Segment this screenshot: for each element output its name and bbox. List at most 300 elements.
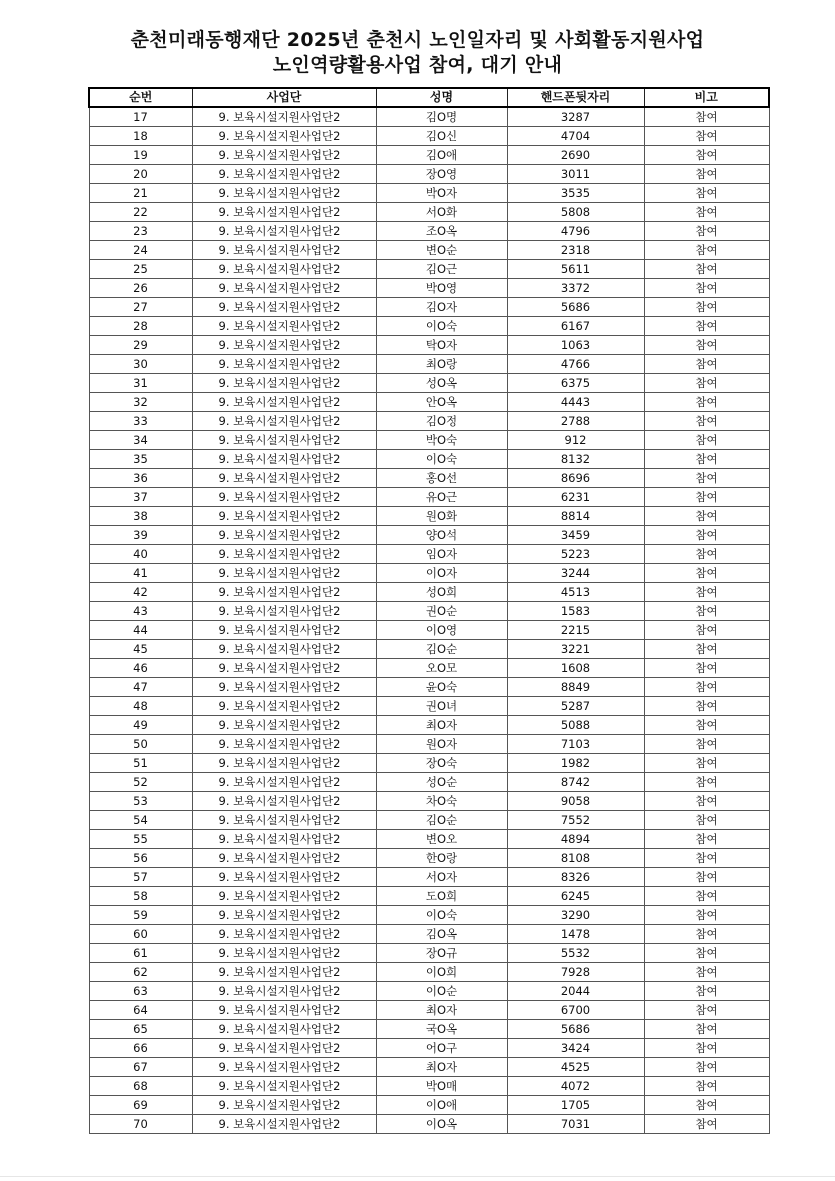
name-cell: 김O순: [376, 811, 507, 830]
name-cell: 이O순: [376, 982, 507, 1001]
phone-cell: 5532: [507, 944, 644, 963]
table-row: [89, 260, 769, 279]
group-cell: 9. 보육시설지원사업단2: [192, 982, 376, 1001]
phone-cell: 6231: [507, 488, 644, 507]
table-row: [89, 469, 769, 488]
phone-cell: 7552: [507, 811, 644, 830]
note-cell: 참여: [644, 241, 769, 260]
seq-cell: 62: [89, 963, 192, 982]
name-cell: 권O순: [376, 602, 507, 621]
group-cell: 9. 보육시설지원사업단2: [192, 678, 376, 697]
seq-cell: 20: [89, 165, 192, 184]
note-cell: 참여: [644, 887, 769, 906]
table-row: [89, 298, 769, 317]
phone-cell: 2690: [507, 146, 644, 165]
seq-cell: 37: [89, 488, 192, 507]
name-cell: 이O자: [376, 564, 507, 583]
group-cell: 9. 보육시설지원사업단2: [192, 469, 376, 488]
name-cell: 변O순: [376, 241, 507, 260]
group-cell: 9. 보육시설지원사업단2: [192, 545, 376, 564]
phone-cell: 1705: [507, 1096, 644, 1115]
phone-cell: 3287: [507, 107, 644, 127]
seq-cell: 28: [89, 317, 192, 336]
group-cell: 9. 보육시설지원사업단2: [192, 906, 376, 925]
seq-cell: 17: [89, 107, 192, 127]
seq-cell: 43: [89, 602, 192, 621]
seq-cell: 68: [89, 1077, 192, 1096]
group-cell: 9. 보육시설지원사업단2: [192, 107, 376, 127]
table-row: [89, 317, 769, 336]
group-cell: 9. 보육시설지원사업단2: [192, 754, 376, 773]
name-cell: 장O영: [376, 165, 507, 184]
phone-cell: 6375: [507, 374, 644, 393]
note-cell: 참여: [644, 1020, 769, 1039]
phone-cell: 4072: [507, 1077, 644, 1096]
phone-cell: 3290: [507, 906, 644, 925]
name-cell: 박O영: [376, 279, 507, 298]
table-row: [89, 545, 769, 564]
group-cell: 9. 보육시설지원사업단2: [192, 336, 376, 355]
name-cell: 이O옥: [376, 1115, 507, 1134]
seq-cell: 69: [89, 1096, 192, 1115]
group-cell: 9. 보육시설지원사업단2: [192, 203, 376, 222]
table-row: [89, 906, 769, 925]
name-cell: 양O석: [376, 526, 507, 545]
seq-cell: 19: [89, 146, 192, 165]
note-cell: 참여: [644, 982, 769, 1001]
note-cell: 참여: [644, 279, 769, 298]
phone-cell: 4894: [507, 830, 644, 849]
table-row: [89, 355, 769, 374]
group-cell: 9. 보육시설지원사업단2: [192, 431, 376, 450]
seq-cell: 38: [89, 507, 192, 526]
table-row: [89, 621, 769, 640]
phone-cell: 5223: [507, 545, 644, 564]
document-title: [0, 28, 835, 78]
phone-cell: 6245: [507, 887, 644, 906]
table-row: [89, 1039, 769, 1058]
group-cell: 9. 보육시설지원사업단2: [192, 526, 376, 545]
seq-cell: 63: [89, 982, 192, 1001]
table-row: [89, 716, 769, 735]
title-line-1: 춘천미래동행재단 2025년 춘천시 노인일자리 및 사회활동지원사업: [130, 29, 705, 51]
seq-cell: 18: [89, 127, 192, 146]
note-cell: 참여: [644, 507, 769, 526]
table-row: [89, 640, 769, 659]
name-cell: 박O숙: [376, 431, 507, 450]
table-row: [89, 507, 769, 526]
group-cell: 9. 보육시설지원사업단2: [192, 260, 376, 279]
phone-cell: 5686: [507, 298, 644, 317]
phone-cell: 6167: [507, 317, 644, 336]
note-cell: 참여: [644, 336, 769, 355]
group-cell: 9. 보육시설지원사업단2: [192, 735, 376, 754]
table-row: [89, 944, 769, 963]
phone-cell: 7928: [507, 963, 644, 982]
table-row: [89, 811, 769, 830]
note-cell: 참여: [644, 1039, 769, 1058]
name-cell: 김O신: [376, 127, 507, 146]
group-cell: 9. 보육시설지원사업단2: [192, 1115, 376, 1134]
name-cell: 성O옥: [376, 374, 507, 393]
group-cell: 9. 보육시설지원사업단2: [192, 564, 376, 583]
table-row: [89, 393, 769, 412]
table-body: [89, 107, 769, 1134]
table-row: [89, 165, 769, 184]
table-row: [89, 830, 769, 849]
table-row: [89, 127, 769, 146]
phone-cell: 8326: [507, 868, 644, 887]
table-row: [89, 488, 769, 507]
table-row: [89, 431, 769, 450]
name-cell: 김O옥: [376, 925, 507, 944]
note-cell: 참여: [644, 583, 769, 602]
note-cell: 참여: [644, 222, 769, 241]
phone-cell: 4796: [507, 222, 644, 241]
seq-cell: 31: [89, 374, 192, 393]
note-cell: 참여: [644, 355, 769, 374]
phone-cell: 3221: [507, 640, 644, 659]
name-cell: 최O자: [376, 1001, 507, 1020]
seq-cell: 55: [89, 830, 192, 849]
note-cell: 참여: [644, 317, 769, 336]
group-cell: 9. 보육시설지원사업단2: [192, 830, 376, 849]
name-cell: 어O구: [376, 1039, 507, 1058]
table-row: [89, 1058, 769, 1077]
table-row: [89, 1077, 769, 1096]
note-cell: 참여: [644, 203, 769, 222]
title-line-2: 노인역량활용사업 참여, 대기 안내: [272, 54, 563, 76]
table-row: [89, 678, 769, 697]
group-cell: 9. 보육시설지원사업단2: [192, 184, 376, 203]
table-row: [89, 564, 769, 583]
name-cell: 성O순: [376, 773, 507, 792]
note-cell: 참여: [644, 678, 769, 697]
seq-cell: 46: [89, 659, 192, 678]
name-cell: 최O자: [376, 1058, 507, 1077]
note-cell: 참여: [644, 374, 769, 393]
phone-cell: 8696: [507, 469, 644, 488]
table-row: [89, 868, 769, 887]
note-cell: 참여: [644, 393, 769, 412]
name-cell: 이O숙: [376, 317, 507, 336]
phone-cell: 2044: [507, 982, 644, 1001]
note-cell: 참여: [644, 811, 769, 830]
group-cell: 9. 보육시설지원사업단2: [192, 241, 376, 260]
note-cell: 참여: [644, 963, 769, 982]
group-cell: 9. 보육시설지원사업단2: [192, 716, 376, 735]
name-cell: 홍O선: [376, 469, 507, 488]
note-cell: 참여: [644, 127, 769, 146]
phone-cell: 8742: [507, 773, 644, 792]
phone-cell: 1608: [507, 659, 644, 678]
phone-cell: 1063: [507, 336, 644, 355]
group-cell: 9. 보육시설지원사업단2: [192, 1058, 376, 1077]
group-cell: 9. 보육시설지원사업단2: [192, 849, 376, 868]
note-cell: 참여: [644, 621, 769, 640]
group-cell: 9. 보육시설지원사업단2: [192, 621, 376, 640]
seq-cell: 66: [89, 1039, 192, 1058]
phone-cell: 7103: [507, 735, 644, 754]
seq-cell: 51: [89, 754, 192, 773]
note-cell: 참여: [644, 602, 769, 621]
group-cell: 9. 보육시설지원사업단2: [192, 1077, 376, 1096]
note-cell: 참여: [644, 184, 769, 203]
phone-cell: 1982: [507, 754, 644, 773]
phone-cell: 2318: [507, 241, 644, 260]
group-cell: 9. 보육시설지원사업단2: [192, 602, 376, 621]
name-cell: 김O근: [376, 260, 507, 279]
note-cell: 참여: [644, 260, 769, 279]
table-row: [89, 792, 769, 811]
seq-cell: 41: [89, 564, 192, 583]
group-cell: 9. 보육시설지원사업단2: [192, 507, 376, 526]
table-row: [89, 583, 769, 602]
phone-cell: 4704: [507, 127, 644, 146]
note-cell: 참여: [644, 450, 769, 469]
name-cell: 한O랑: [376, 849, 507, 868]
group-cell: 9. 보육시설지원사업단2: [192, 1096, 376, 1115]
phone-cell: 8814: [507, 507, 644, 526]
phone-cell: 4513: [507, 583, 644, 602]
table-row: [89, 773, 769, 792]
group-cell: 9. 보육시설지원사업단2: [192, 298, 376, 317]
table-row: [89, 963, 769, 982]
name-cell: 장O규: [376, 944, 507, 963]
table-row: [89, 602, 769, 621]
name-cell: 이O숙: [376, 906, 507, 925]
seq-cell: 42: [89, 583, 192, 602]
note-cell: 참여: [644, 431, 769, 450]
group-cell: 9. 보육시설지원사업단2: [192, 1039, 376, 1058]
seq-cell: 44: [89, 621, 192, 640]
group-cell: 9. 보육시설지원사업단2: [192, 697, 376, 716]
name-cell: 원O화: [376, 507, 507, 526]
phone-cell: 2215: [507, 621, 644, 640]
group-cell: 9. 보육시설지원사업단2: [192, 450, 376, 469]
group-cell: 9. 보육시설지원사업단2: [192, 127, 376, 146]
table-row: [89, 735, 769, 754]
phone-cell: 5611: [507, 260, 644, 279]
seq-cell: 58: [89, 887, 192, 906]
note-cell: 참여: [644, 469, 769, 488]
seq-cell: 35: [89, 450, 192, 469]
name-cell: 박O매: [376, 1077, 507, 1096]
note-cell: 참여: [644, 298, 769, 317]
group-cell: 9. 보육시설지원사업단2: [192, 659, 376, 678]
phone-cell: 3244: [507, 564, 644, 583]
name-cell: 최O랑: [376, 355, 507, 374]
phone-cell: 2788: [507, 412, 644, 431]
group-cell: 9. 보육시설지원사업단2: [192, 393, 376, 412]
group-cell: 9. 보육시설지원사업단2: [192, 222, 376, 241]
phone-cell: 5088: [507, 716, 644, 735]
phone-cell: 4766: [507, 355, 644, 374]
note-cell: 참여: [644, 830, 769, 849]
group-cell: 9. 보육시설지원사업단2: [192, 146, 376, 165]
name-cell: 서O자: [376, 868, 507, 887]
group-cell: 9. 보육시설지원사업단2: [192, 374, 376, 393]
header-note: 비고: [644, 88, 769, 107]
note-cell: 참여: [644, 165, 769, 184]
note-cell: 참여: [644, 849, 769, 868]
note-cell: 참여: [644, 1077, 769, 1096]
phone-cell: 9058: [507, 792, 644, 811]
seq-cell: 53: [89, 792, 192, 811]
name-cell: 안O옥: [376, 393, 507, 412]
table-row: [89, 697, 769, 716]
group-cell: 9. 보육시설지원사업단2: [192, 811, 376, 830]
table-row: [89, 279, 769, 298]
header-group: 사업단: [192, 88, 376, 107]
group-cell: 9. 보육시설지원사업단2: [192, 1001, 376, 1020]
name-cell: 탁O자: [376, 336, 507, 355]
name-cell: 차O숙: [376, 792, 507, 811]
group-cell: 9. 보육시설지원사업단2: [192, 279, 376, 298]
seq-cell: 29: [89, 336, 192, 355]
seq-cell: 67: [89, 1058, 192, 1077]
phone-cell: 3011: [507, 165, 644, 184]
phone-cell: 5287: [507, 697, 644, 716]
name-cell: 김O순: [376, 640, 507, 659]
group-cell: 9. 보육시설지원사업단2: [192, 963, 376, 982]
seq-cell: 22: [89, 203, 192, 222]
name-cell: 도O희: [376, 887, 507, 906]
table-row: [89, 982, 769, 1001]
header-name: 성명: [376, 88, 507, 107]
note-cell: 참여: [644, 925, 769, 944]
name-cell: 김O명: [376, 107, 507, 127]
phone-cell: 8849: [507, 678, 644, 697]
seq-cell: 60: [89, 925, 192, 944]
seq-cell: 30: [89, 355, 192, 374]
name-cell: 박O자: [376, 184, 507, 203]
table-row: [89, 450, 769, 469]
phone-cell: 1583: [507, 602, 644, 621]
table-row: [89, 412, 769, 431]
name-cell: 이O숙: [376, 450, 507, 469]
seq-cell: 25: [89, 260, 192, 279]
seq-cell: 24: [89, 241, 192, 260]
group-cell: 9. 보육시설지원사업단2: [192, 412, 376, 431]
group-cell: 9. 보육시설지원사업단2: [192, 165, 376, 184]
note-cell: 참여: [644, 564, 769, 583]
header-phone: 핸드폰뒷자리: [507, 88, 644, 107]
table-header-row: [89, 88, 769, 107]
table-row: [89, 1001, 769, 1020]
seq-cell: 52: [89, 773, 192, 792]
note-cell: 참여: [644, 944, 769, 963]
name-cell: 김O애: [376, 146, 507, 165]
seq-cell: 40: [89, 545, 192, 564]
note-cell: 참여: [644, 868, 769, 887]
phone-cell: 5686: [507, 1020, 644, 1039]
group-cell: 9. 보육시설지원사업단2: [192, 355, 376, 374]
note-cell: 참여: [644, 1001, 769, 1020]
table-row: [89, 526, 769, 545]
group-cell: 9. 보육시설지원사업단2: [192, 868, 376, 887]
note-cell: 참여: [644, 754, 769, 773]
name-cell: 최O자: [376, 716, 507, 735]
phone-cell: 3372: [507, 279, 644, 298]
table-row: [89, 887, 769, 906]
phone-cell: 912: [507, 431, 644, 450]
note-cell: 참여: [644, 107, 769, 127]
participant-table: [88, 87, 770, 1134]
header-seq: 순번: [89, 88, 192, 107]
name-cell: 국O옥: [376, 1020, 507, 1039]
name-cell: 성O희: [376, 583, 507, 602]
phone-cell: 4525: [507, 1058, 644, 1077]
seq-cell: 48: [89, 697, 192, 716]
page-bottom-rule: [0, 1176, 835, 1177]
seq-cell: 70: [89, 1115, 192, 1134]
note-cell: 참여: [644, 526, 769, 545]
seq-cell: 23: [89, 222, 192, 241]
table-row: [89, 1020, 769, 1039]
table-row: [89, 849, 769, 868]
table-row: [89, 1096, 769, 1115]
name-cell: 김O자: [376, 298, 507, 317]
name-cell: 이O영: [376, 621, 507, 640]
note-cell: 참여: [644, 412, 769, 431]
group-cell: 9. 보육시설지원사업단2: [192, 640, 376, 659]
group-cell: 9. 보육시설지원사업단2: [192, 1020, 376, 1039]
seq-cell: 56: [89, 849, 192, 868]
seq-cell: 49: [89, 716, 192, 735]
group-cell: 9. 보육시설지원사업단2: [192, 887, 376, 906]
table-row: [89, 659, 769, 678]
table-row: [89, 754, 769, 773]
name-cell: 이O희: [376, 963, 507, 982]
note-cell: 참여: [644, 545, 769, 564]
group-cell: 9. 보육시설지원사업단2: [192, 944, 376, 963]
group-cell: 9. 보육시설지원사업단2: [192, 792, 376, 811]
phone-cell: 3535: [507, 184, 644, 203]
name-cell: 오O모: [376, 659, 507, 678]
seq-cell: 47: [89, 678, 192, 697]
phone-cell: 8108: [507, 849, 644, 868]
phone-cell: 4443: [507, 393, 644, 412]
group-cell: 9. 보육시설지원사업단2: [192, 317, 376, 336]
name-cell: 유O근: [376, 488, 507, 507]
phone-cell: 3424: [507, 1039, 644, 1058]
name-cell: 장O숙: [376, 754, 507, 773]
name-cell: 김O정: [376, 412, 507, 431]
name-cell: 서O화: [376, 203, 507, 222]
seq-cell: 61: [89, 944, 192, 963]
table-row: [89, 107, 769, 127]
phone-cell: 8132: [507, 450, 644, 469]
note-cell: 참여: [644, 1058, 769, 1077]
name-cell: 원O자: [376, 735, 507, 754]
seq-cell: 59: [89, 906, 192, 925]
seq-cell: 57: [89, 868, 192, 887]
table-row: [89, 184, 769, 203]
name-cell: 윤O숙: [376, 678, 507, 697]
seq-cell: 27: [89, 298, 192, 317]
group-cell: 9. 보육시설지원사업단2: [192, 773, 376, 792]
note-cell: 참여: [644, 488, 769, 507]
name-cell: 권O녀: [376, 697, 507, 716]
table-row: [89, 203, 769, 222]
group-cell: 9. 보육시설지원사업단2: [192, 925, 376, 944]
phone-cell: 7031: [507, 1115, 644, 1134]
seq-cell: 50: [89, 735, 192, 754]
phone-cell: 6700: [507, 1001, 644, 1020]
seq-cell: 45: [89, 640, 192, 659]
note-cell: 참여: [644, 773, 769, 792]
